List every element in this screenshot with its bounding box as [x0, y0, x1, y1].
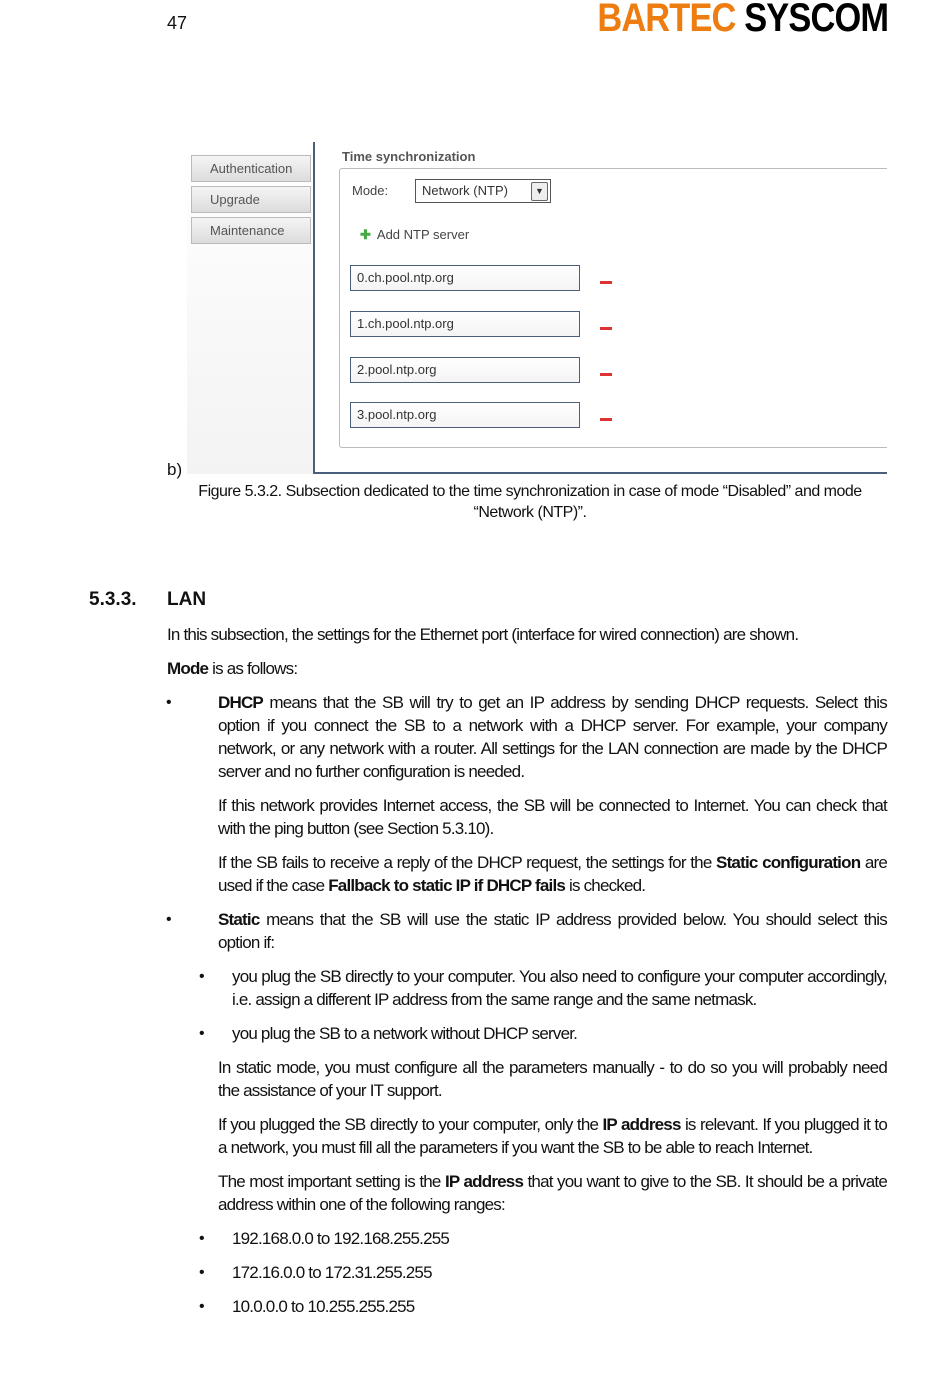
intro-text: In this subsection, the settings for the Ethernet port (interface for wired connection) are shown.	[167, 625, 799, 644]
ip-range-item: 192.168.0.0 to 192.168.255.255	[232, 1229, 450, 1248]
sidebar-item-upgrade[interactable]: Upgrade	[191, 186, 311, 213]
time-sync-title: Time synchronization	[342, 149, 476, 164]
static-case-item	[167, 1022, 887, 1045]
bullet: •	[166, 694, 172, 711]
add-ntp-label: Add NTP server	[376, 227, 470, 242]
dhcp-item	[167, 691, 887, 783]
bullet: •	[199, 968, 205, 985]
static-case-direct: you plug the SB directly to your computer. You also need to configure your computer accordingly, i.e. assign a different IP address from the same range and the same netmask.	[232, 967, 887, 1009]
dhcp-description: DHCP means that the SB will try to get an IP address by sending DHCP requests. Select this option if you connect the SB to a network with a DHCP server. For example, your company network, or any network with a router. All settings for the LAN connection are made by the DHCP server and no further configuration is needed.	[218, 693, 887, 781]
bullet: •	[199, 1230, 205, 1247]
mode-value: Network (NTP)	[422, 183, 508, 198]
ip-range-item: 172.16.0.0 to 172.31.255.255	[232, 1263, 432, 1282]
static-case-network: you plug the SB to a network without DHCP server.	[232, 1024, 578, 1043]
bullet: •	[166, 911, 172, 928]
static-item	[167, 908, 887, 954]
static-description: Static means that the SB will use the static IP address provided below. You should select this option if:	[218, 910, 887, 952]
ntp-server-input[interactable]: 0.ch.pool.ntp.org	[350, 265, 580, 291]
section-title: LAN	[167, 589, 207, 610]
ntp-server-input[interactable]: 3.pool.ntp.org	[350, 402, 580, 428]
ntp-server-input[interactable]: 2.pool.ntp.org	[350, 357, 580, 383]
dhcp-fallback-text: If the SB fails to receive a reply of the DHCP request, the settings for the Static configuration are used if the case Fallback to static IP if DHCP fails is checked.	[218, 853, 887, 895]
sidebar-item-authentication[interactable]: Authentication	[191, 155, 311, 182]
bartec-syscom-logo: BARTEC SYSCOM	[597, 0, 888, 40]
bullet: •	[199, 1298, 205, 1315]
ip-range-list-item	[167, 1295, 887, 1318]
ntp-server-input[interactable]: 1.ch.pool.ntp.org	[350, 311, 580, 337]
page-number: 47	[167, 13, 188, 33]
sidebar-item-maintenance[interactable]: Maintenance	[191, 217, 311, 244]
dhcp-internet-text: If this network provides Internet access, the SB will be connected to Internet. You can check that with the ping button (see Section 5.3.10).	[218, 796, 887, 838]
mode-text: Mode is as follows:	[167, 659, 298, 678]
bullet: •	[199, 1264, 205, 1281]
ip-range-list-item	[167, 1261, 887, 1284]
static-ip-ranges-intro: The most important setting is the IP address that you want to give to the SB. It should be a private address within one of the following ranges:	[218, 1172, 887, 1214]
static-case-item	[167, 965, 887, 1011]
figure-label: b)	[167, 460, 183, 479]
section-number: 5.3.3.	[89, 589, 137, 610]
ip-range-item: 10.0.0.0 to 10.255.255.255	[232, 1297, 415, 1316]
bullet: •	[199, 1025, 205, 1042]
static-manual-text: In static mode, you must configure all the parameters manually - to do so you will probably need the assistance of your IT support.	[218, 1058, 887, 1100]
static-ip-relevance-text: If you plugged the SB directly to your computer, only the IP address is relevant. If you plugged it to a network, you must fill all the parameters if you want the SB to be able to reach Internet.	[218, 1115, 887, 1157]
ip-range-list-item	[167, 1227, 887, 1250]
plus-icon: ✚	[360, 227, 371, 242]
mode-label: Mode:	[352, 183, 389, 198]
figure-caption: Figure 5.3.2. Subsection dedicated to the time synchronization in case of mode “Disabled” and mode “Network (NTP)”.	[198, 483, 862, 521]
dropdown-arrow-icon[interactable]: ▼	[531, 182, 548, 201]
